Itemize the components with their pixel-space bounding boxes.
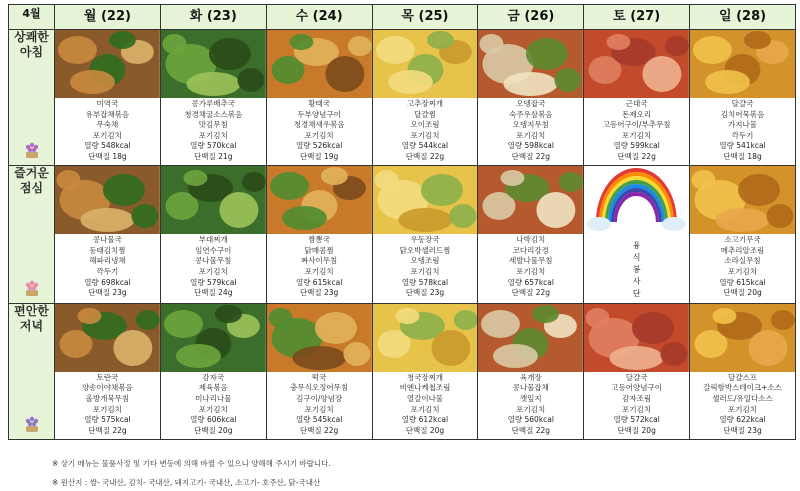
volunteer-note <box>584 234 689 300</box>
food-photo <box>161 304 266 372</box>
dish-item: 포기김치 <box>304 404 334 414</box>
dish-item: 소고기무국 <box>724 235 761 245</box>
dish-item: 김구이/양념장 <box>296 394 343 403</box>
dish-item: 동태김치찜 <box>89 245 126 255</box>
dish-item: 미나리나물 <box>195 394 232 403</box>
food-photo <box>584 30 689 98</box>
dish-item: 포기김치 <box>304 266 334 276</box>
dish-item: 포기김치 <box>622 130 652 140</box>
food-photo <box>55 30 160 98</box>
dish-item: 감자국 <box>202 372 225 382</box>
dish-item: 고추장찌개 <box>406 99 444 108</box>
protein-value: 단백질 23g <box>299 288 339 298</box>
menu-cell <box>690 166 796 304</box>
dish-item: 달걀국 <box>731 99 754 108</box>
dish-item: 김치어묵볶음 <box>720 109 765 119</box>
dish-item: 근대국 <box>625 99 648 108</box>
dish-list <box>478 234 583 299</box>
food-photo <box>584 304 689 372</box>
protein-value: 단백질 23g <box>723 425 762 435</box>
dish-item: 포기김치 <box>516 266 546 276</box>
food-photo <box>373 166 478 234</box>
dish-item: 세발나물무침 <box>509 256 553 266</box>
volunteer-char: 사 <box>632 277 641 287</box>
dish-item: 육개장 <box>519 372 542 382</box>
dish-item: 감자조림 <box>622 394 652 403</box>
dish-item: 포기김치 <box>198 266 228 276</box>
dish-item: 포기김치 <box>516 130 546 140</box>
dish-list <box>161 98 266 163</box>
protein-value: 단백질 18g <box>88 151 127 161</box>
menu-cell <box>55 30 161 166</box>
dish-item: 메추리알조림 <box>720 245 765 255</box>
dish-item: 샐러드/유일다소스 <box>712 394 773 403</box>
dish-item: 청국장찌개 <box>406 372 444 382</box>
dish-item: 오뎅잡국 <box>516 99 546 108</box>
month-header: 4월 <box>9 5 55 30</box>
flower-icon-lavender <box>23 415 41 433</box>
protein-value: 단백질 20g <box>194 425 233 435</box>
food-photo <box>373 304 478 372</box>
dish-item: 갈릭함박스테이크+소스 <box>703 383 782 393</box>
calorie-value: 열량 578kcal <box>401 277 449 287</box>
day-header-sat: 토 (27) <box>584 5 690 30</box>
protein-value: 단백질 22g <box>511 151 551 161</box>
dish-item: 유부잡채볶음 <box>85 109 130 119</box>
dish-item: 포기김치 <box>410 404 440 414</box>
calorie-value: 열량 622kcal <box>719 415 766 425</box>
protein-value: 단백질 19g <box>299 151 339 161</box>
dish-list <box>55 98 160 163</box>
volunteer-char: 식 <box>632 253 641 263</box>
day-header-tue: 화 (23) <box>160 5 266 30</box>
dish-list <box>690 98 795 163</box>
menu-cell <box>372 30 478 166</box>
day-header-fri: 금 (26) <box>478 5 584 30</box>
food-photo <box>161 30 266 98</box>
dish-list <box>584 98 689 163</box>
dish-item: 숙주우삼볶음 <box>509 109 553 119</box>
dish-item: 황태국 <box>308 99 330 108</box>
menu-cell <box>266 166 372 304</box>
dish-item: 고등어구이/부추무침 <box>602 120 671 130</box>
menu-cell <box>584 303 690 439</box>
meal-row <box>9 166 796 304</box>
menu-cell <box>584 30 690 166</box>
day-header-sun: 일 (28) <box>690 5 796 30</box>
food-photo <box>478 30 583 98</box>
calorie-value: 열량 612kcal <box>401 415 449 425</box>
dish-item: 포기김치 <box>198 130 228 140</box>
dish-item: 비엔나케첩조림 <box>399 383 451 393</box>
meal-label-text: 저녁 <box>19 318 44 333</box>
dish-list <box>267 98 372 163</box>
dish-list <box>161 234 266 299</box>
dish-item: 짬뽕국 <box>308 235 330 245</box>
food-photo <box>373 30 478 98</box>
menu-cell <box>478 303 584 439</box>
dish-list <box>267 234 372 299</box>
dish-item: 제육볶음 <box>198 383 228 393</box>
calorie-value: 열량 615kcal <box>295 277 343 287</box>
menu-cell <box>266 303 372 439</box>
dish-item: 오이조림 <box>410 120 440 130</box>
food-photo <box>267 304 372 372</box>
calorie-value: 열량 544kcal <box>401 141 449 151</box>
protein-value: 단백질 21g <box>194 151 233 161</box>
dish-list <box>55 234 160 299</box>
dish-item: 해파리냉채 <box>89 256 126 266</box>
dish-item: 포기김치 <box>198 404 228 414</box>
calorie-value: 열량 599kcal <box>613 141 660 151</box>
menu-cell <box>160 166 266 304</box>
food-photo <box>690 166 795 234</box>
volunteer-char: 단 <box>632 289 641 299</box>
food-photo <box>690 30 795 98</box>
meal-row <box>9 30 796 166</box>
menu-cell <box>55 166 161 304</box>
dish-item: 양송이야채볶음 <box>82 383 133 393</box>
food-photo <box>478 304 583 372</box>
dish-item: 콩가루배추국 <box>191 99 235 108</box>
dish-item: 맛김무침 <box>198 120 228 130</box>
origin-note: ※ 원산지 : 쌀- 국내산, 김치- 국내산, 돼지고기- 국내산, 소고기- 호주산, 닭-국내산 <box>52 478 321 487</box>
dish-item: 가지나물 <box>728 120 758 130</box>
day-header-mon: 월 (22) <box>55 5 161 30</box>
calorie-value: 열량 657kcal <box>507 277 554 287</box>
flower-icon-basket <box>23 279 41 297</box>
dish-item: 닭매콤찜 <box>304 245 334 255</box>
calorie-value: 열량 698kcal <box>84 277 131 287</box>
calorie-value: 열량 548kcal <box>84 141 131 151</box>
dish-item: 소라실무침 <box>724 256 761 266</box>
calorie-value: 열량 541kcal <box>719 141 766 151</box>
meal-label-text: 편안한 <box>14 303 49 318</box>
dish-item: 열갈이나물 <box>406 394 444 403</box>
dish-item: 포기김치 <box>410 266 440 276</box>
meal-label-text: 점심 <box>19 181 44 196</box>
protein-value: 단백질 22g <box>299 425 339 435</box>
calorie-value: 열량 579kcal <box>190 277 237 287</box>
calorie-value: 열량 560kcal <box>507 415 554 425</box>
food-photo <box>55 166 160 234</box>
protein-value: 단백질 23g <box>88 288 127 298</box>
dish-item: 나박김치 <box>516 235 546 245</box>
weekly-menu-table <box>8 4 796 440</box>
calorie-value: 열량 572kcal <box>613 415 660 425</box>
menu-cell <box>372 303 478 439</box>
protein-value: 단백질 18g <box>723 151 762 161</box>
volunteer-char: 융 <box>632 241 641 251</box>
dish-item: 우동장국 <box>410 235 440 245</box>
menu-cell <box>478 30 584 166</box>
calorie-value: 열량 615kcal <box>719 277 766 287</box>
dish-item: 닭오박샐러드찜 <box>399 245 451 255</box>
dish-item: 포기김치 <box>92 130 122 140</box>
dish-list <box>55 372 160 437</box>
dish-item: 포기김치 <box>304 130 334 140</box>
protein-value: 단백질 24g <box>194 288 233 298</box>
dish-item: 임연수구이 <box>195 245 232 255</box>
dish-item: 짜사이무침 <box>300 256 338 266</box>
dish-item: 무숙채 <box>96 120 119 130</box>
protein-value: 단백질 22g <box>405 151 445 161</box>
menu-change-note: ※ 상기 메뉴는 물품사정 및 기타 변동에 의해 바뀔 수 있으니 양해해 주시기 바랍니다. <box>52 459 331 468</box>
protein-value: 단백질 22g <box>511 288 551 298</box>
calorie-value: 열량 545kcal <box>295 415 343 425</box>
food-photo <box>161 166 266 234</box>
protein-value: 단백질 22g <box>617 151 656 161</box>
dish-list <box>267 372 372 437</box>
dish-item: 포기김치 <box>728 404 758 414</box>
dish-item: 포기김치 <box>728 266 758 276</box>
dish-item: 부대찌개 <box>198 235 228 245</box>
protein-value: 단백질 20g <box>405 425 445 435</box>
dish-item: 포기김치 <box>410 130 440 140</box>
food-photo <box>690 304 795 372</box>
menu-cell <box>584 166 690 304</box>
dish-item: 충무식오징어무침 <box>290 383 349 393</box>
food-photo <box>55 304 160 372</box>
dish-item: 오뎅조림 <box>410 256 440 266</box>
dish-item: 포기김치 <box>92 404 122 414</box>
menu-cell <box>160 30 266 166</box>
meal-label <box>9 30 55 166</box>
dish-item: 두부양념구이 <box>297 109 341 119</box>
dish-item: 떡국 <box>311 372 327 382</box>
dish-list <box>373 234 478 299</box>
menu-cell <box>55 303 161 439</box>
dish-list <box>478 98 583 163</box>
dish-item: 돈제오리 <box>622 109 652 119</box>
dish-item: 콩나물무침 <box>195 256 232 266</box>
dish-list <box>584 372 689 437</box>
meal-label <box>9 303 55 439</box>
calorie-value: 열량 598kcal <box>507 141 554 151</box>
meal-label-text: 상쾌한 <box>14 30 49 44</box>
dish-item: 고등어양념구이 <box>611 383 662 393</box>
menu-cell <box>372 166 478 304</box>
dish-item: 콩나물잡채 <box>512 383 549 393</box>
dish-item: 깍두기 <box>96 266 119 276</box>
dish-list <box>690 372 795 437</box>
menu-cell <box>478 166 584 304</box>
menu-cell <box>266 30 372 166</box>
dish-list <box>373 372 478 437</box>
menu-cell <box>160 303 266 439</box>
flower-icon-purple <box>23 141 41 159</box>
day-header-thu: 목 (25) <box>372 5 478 30</box>
protein-value: 단백질 23g <box>405 288 445 298</box>
dish-list <box>690 234 795 299</box>
dish-item: 오뎅지무침 <box>512 120 549 130</box>
calorie-value: 열량 570kcal <box>190 141 237 151</box>
food-photo <box>267 166 372 234</box>
dish-item: 깻잎지 <box>519 394 542 403</box>
protein-value: 단백질 20g <box>723 288 762 298</box>
rainbow-image <box>584 166 689 234</box>
menu-cell <box>690 303 796 439</box>
dish-item: 청경채굴소스볶음 <box>184 109 243 119</box>
dish-item: 깍두기 <box>731 130 754 140</box>
dish-list <box>478 372 583 437</box>
protein-value: 단백질 22g <box>88 425 127 435</box>
dish-list <box>161 372 266 437</box>
calorie-value: 열량 606kcal <box>190 415 237 425</box>
dish-item: 달걀찜 <box>414 109 436 119</box>
food-photo <box>478 166 583 234</box>
meal-label <box>9 166 55 304</box>
dish-item: 포기김치 <box>516 404 546 414</box>
volunteer-char: 봉 <box>632 265 641 275</box>
dish-item: 올방개묵무침 <box>85 394 130 403</box>
day-header-wed: 수 (24) <box>266 5 372 30</box>
dish-item: 청경채새우볶음 <box>293 120 345 130</box>
meal-row <box>9 303 796 439</box>
calorie-value: 열량 575kcal <box>84 415 131 425</box>
dish-list <box>373 98 478 163</box>
meal-label-text: 즐거운 <box>14 166 49 181</box>
dish-item: 달걀스프 <box>728 372 758 382</box>
dish-item: 미역국 <box>96 99 119 108</box>
dish-item: 달걀국 <box>625 372 648 382</box>
dish-item: 콩나물국 <box>92 235 122 245</box>
food-photo <box>267 30 372 98</box>
menu-cell <box>690 30 796 166</box>
calorie-value: 열량 526kcal <box>295 141 343 151</box>
header-row <box>9 5 796 30</box>
meal-label-text: 아침 <box>19 45 44 59</box>
protein-value: 단백질 20g <box>617 425 656 435</box>
protein-value: 단백질 22g <box>511 425 551 435</box>
dish-item: 토란국 <box>96 372 119 382</box>
dish-item: 포기김치 <box>622 404 652 414</box>
dish-item: 코다리강정 <box>512 245 549 255</box>
